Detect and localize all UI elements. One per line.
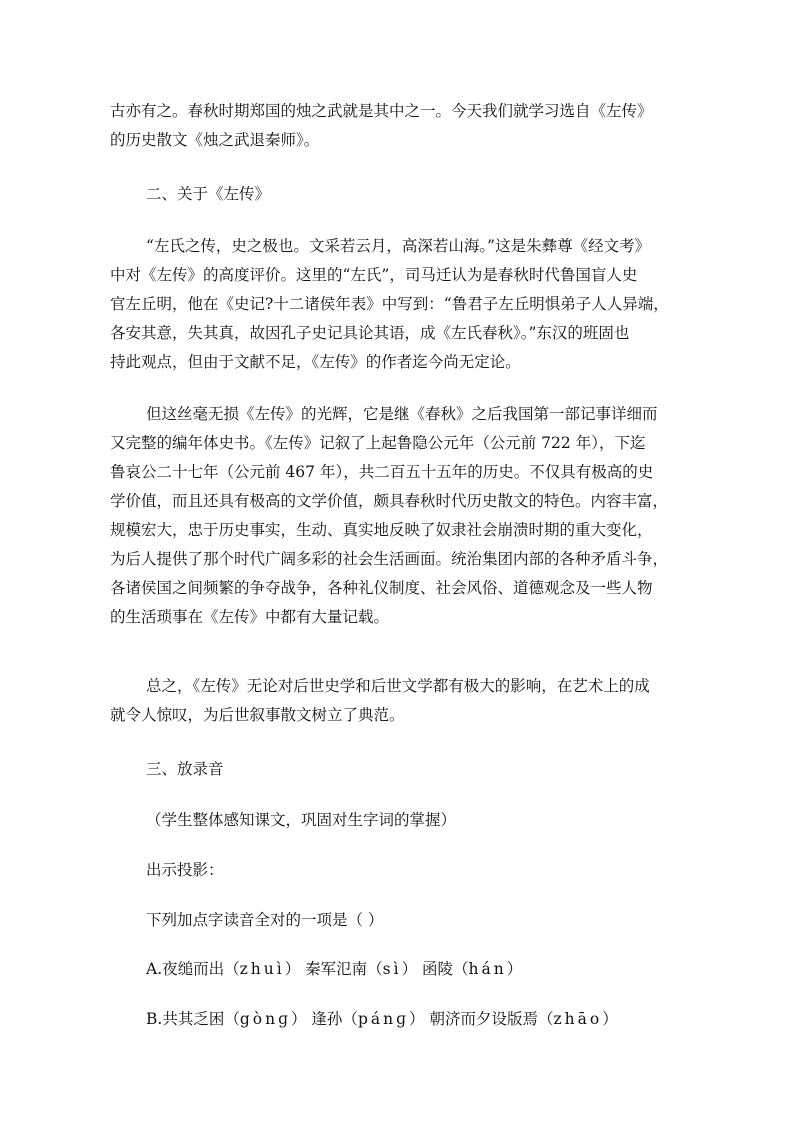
text-line: 但这丝毫无损《左传》的光辉，它是继《春秋》之后我国第一部记事详细而 <box>146 405 658 423</box>
text-line: 古亦有之。春秋时期郑国的烛之武就是其中之一。今天我们就学习选自《左传》 <box>110 102 653 120</box>
section-heading-zuozhuan: 二、关于《左传》 <box>146 185 271 203</box>
text-line: 又完整的编年体史书。《左传》记叙了上起鲁隐公元年（公元前 722 年），下迄 <box>110 434 646 452</box>
projection-label: 出示投影： <box>146 861 224 879</box>
text-line: 各安其意，失其真，故因孔子史记具论其语，成《左氏春秋》。”东汉的班固也 <box>110 324 630 342</box>
option-a-text: ） 函陵（ <box>401 960 469 978</box>
text-line: 的生活琐事在《左传》中都有大量记载。 <box>110 608 390 626</box>
paragraph-zuozhuan-summary <box>110 672 690 730</box>
text-line: 总之，《左传》无论对后世史学和后世文学都有极大的影响，在艺术上的成 <box>146 677 650 695</box>
text-line: 的历史散文《烛之武退秦师》。 <box>110 131 320 149</box>
text-line: 就令人惊叹，为后世叙事散文树立了典范。 <box>110 706 405 724</box>
option-b-text: ） <box>602 1010 618 1028</box>
text-line: 中对《左传》的高度评价。这里的“左氏”，司马迁认为是春秋时代鲁国盲人史 <box>110 266 638 284</box>
pinyin-text: zhuì <box>239 960 285 978</box>
option-b-text: ） 逢孙（ <box>291 1010 358 1028</box>
quiz-option-a <box>110 955 726 984</box>
text-line: 持此观点，但由于文献不足，《左传》的作者迄今尚无定论。 <box>110 353 521 371</box>
quiz-question: 下列加点字读音全对的一项是（ ） <box>146 911 384 929</box>
option-a-text: ） 秦军氾南（ <box>284 960 383 978</box>
text-line: 规模宏大，忠于历史事实，生动、真实地反映了奴隶社会崩溃时期的重大变化， <box>110 521 653 539</box>
activity-note: （学生整体感知课文，巩固对生字词的掌握） <box>146 811 457 829</box>
option-b-text: ） 朝济而夕设版焉（ <box>409 1010 554 1028</box>
text-line: 学价值，而且还具有极高的文学价值，颇具春秋时代历史散文的特色。内容丰富， <box>110 492 669 510</box>
text-line: 为后人提供了那个时代广阔多彩的社会生活画面。统治集团内部的各种矛盾斗争， <box>110 550 669 568</box>
text-line: “左氏之传，史之极也。文采若云月，高深若山海。”这是朱彝尊《经文考》 <box>146 237 651 255</box>
pinyin-text: sì <box>382 960 402 978</box>
pinyin-text: gònɡ <box>239 1010 291 1028</box>
paragraph-zuozhuan-value <box>110 400 690 632</box>
pinyin-text: hán <box>468 960 507 978</box>
quiz-option-b <box>110 1005 726 1034</box>
option-a-text: ） <box>506 960 523 978</box>
pinyin-text: zhāo <box>553 1010 603 1028</box>
option-b-text: B.共其乏困（ <box>146 1010 240 1028</box>
paragraph-zuozhuan-evaluation <box>110 232 690 377</box>
section-heading-recording: 三、放录音 <box>146 760 224 778</box>
text-line: 官左丘明，他在《史记?十二诸侯年表》中写到：“鲁君子左丘明惧弟子人人异端， <box>110 295 669 313</box>
text-line: 鲁哀公二十七年（公元前 467 年），共二百五十五年的历史。不仅具有极高的史 <box>110 463 654 481</box>
option-a-text: A.夜缒而出（ <box>146 960 240 978</box>
pinyin-text: pánɡ <box>357 1010 410 1028</box>
text-line: 各诸侯国之间频繁的争夺战争，各种礼仪制度、社会风俗、道德观念及一些人物 <box>110 579 653 597</box>
intro-paragraph <box>110 97 690 155</box>
